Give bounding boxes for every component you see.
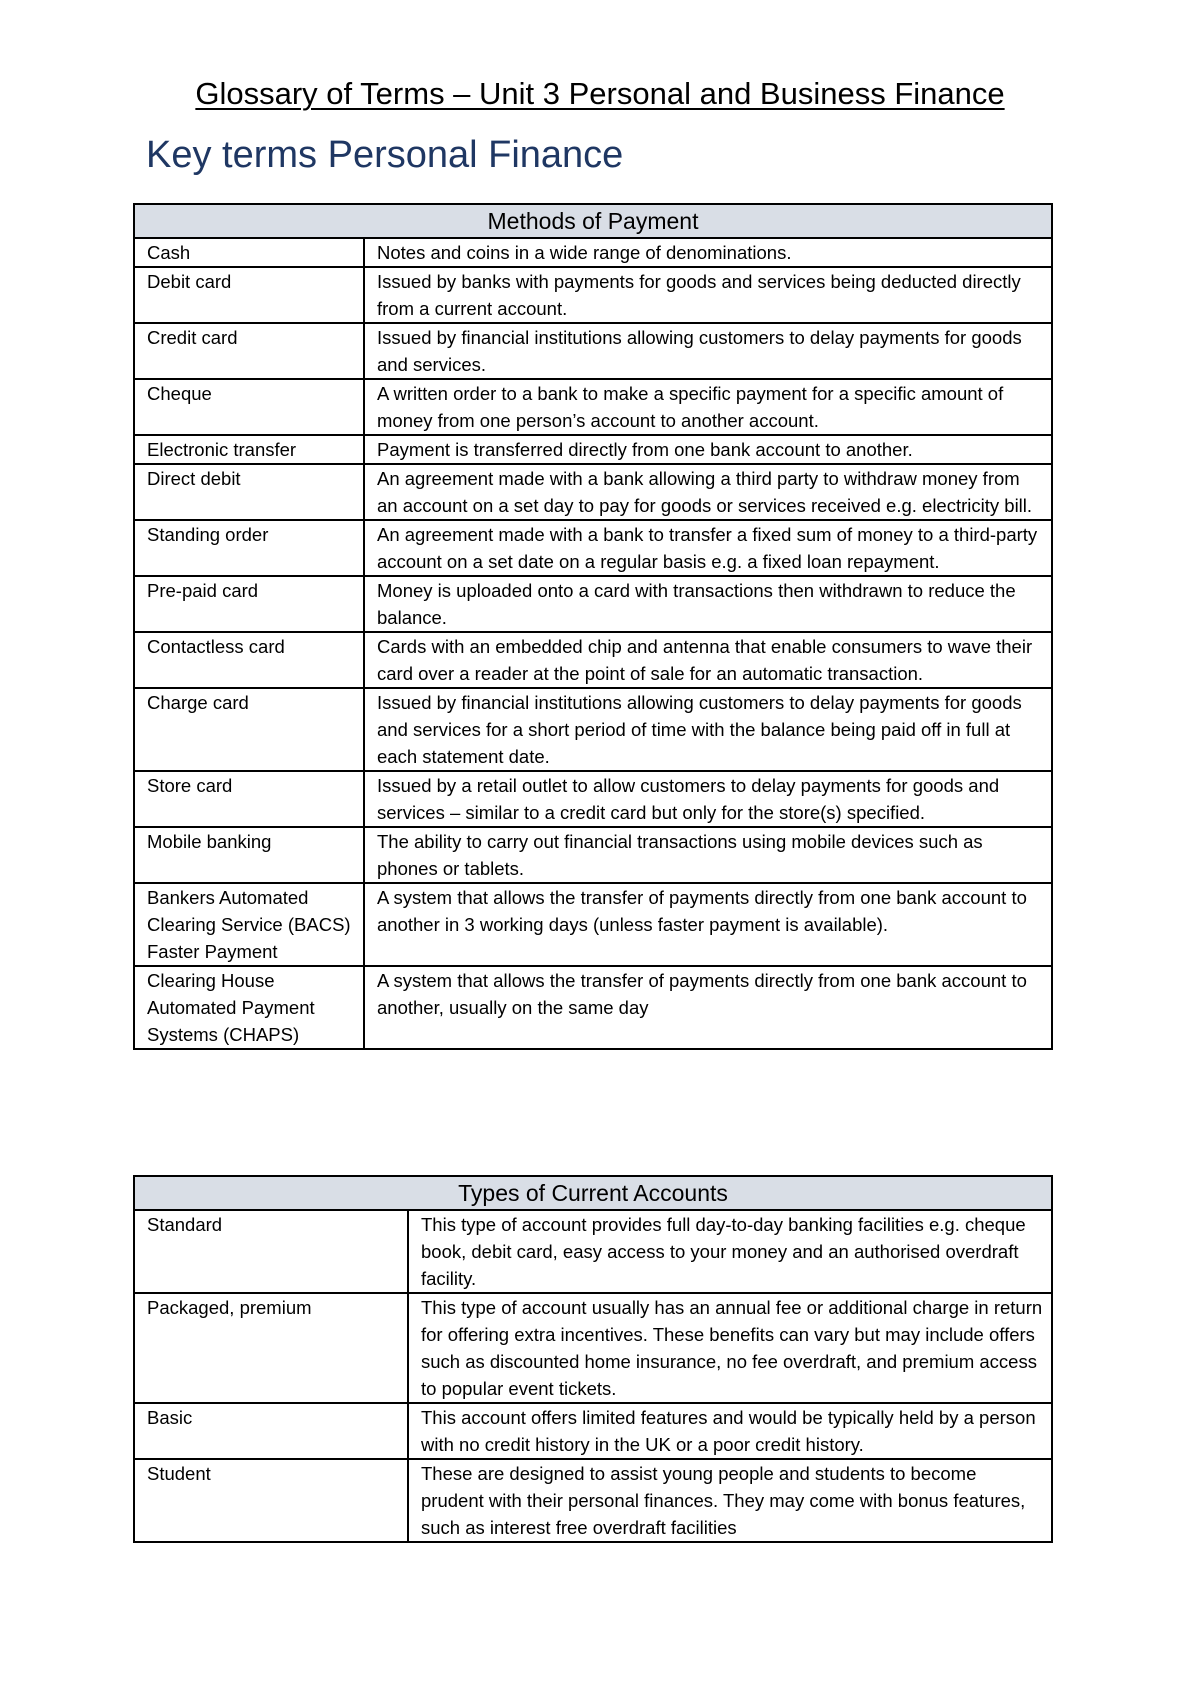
definition-cell: Issued by financial institutions allowing customers to delay payments for goods and services. [364,323,1052,379]
term-cell: Cash [134,238,364,267]
definition-cell: Issued by banks with payments for goods and services being deducted directly from a current account. [364,267,1052,323]
table-row [134,238,1052,267]
table-row [134,1403,1052,1459]
table-row [134,966,1052,1049]
definition-cell: This type of account provides full day-to-day banking facilities e.g. cheque book, debit card, easy access to your money and an authorised overdraft facility. [408,1210,1052,1293]
table-row [134,520,1052,576]
term-cell: Electronic transfer [134,435,364,464]
table-row [134,435,1052,464]
term-cell: Contactless card [134,632,364,688]
table-row [134,576,1052,632]
term-cell: Direct debit [134,464,364,520]
page-title: Glossary of Terms – Unit 3 Personal and Business Finance [195,76,1005,111]
table-row [134,1459,1052,1542]
table-row [134,464,1052,520]
term-cell: Bankers Automated Clearing Service (BACS) Faster Payment [134,883,364,966]
term-cell: Packaged, premium [134,1293,408,1403]
definition-cell: A written order to a bank to make a specific payment for a specific amount of money from one person’s account to another account. [364,379,1052,435]
table-row [134,632,1052,688]
table-heading: Types of Current Accounts [134,1176,1052,1210]
definition-cell: These are designed to assist young people and students to become prudent with their personal finances. They may come with bonus features, such as interest free overdraft facilities [408,1459,1052,1542]
table-row [134,688,1052,771]
table-row [134,1293,1052,1403]
definition-cell: A system that allows the transfer of payments directly from one bank account to another in 3 working days (unless faster payment is available). [364,883,1052,966]
definition-cell: This account offers limited features and would be typically held by a person with no credit history in the UK or a poor credit history. [408,1403,1052,1459]
definition-cell: Issued by a retail outlet to allow customers to delay payments for goods and services – similar to a credit card but only for the store(s) specified. [364,771,1052,827]
term-cell: Store card [134,771,364,827]
table-row [134,827,1052,883]
table-row [134,379,1052,435]
section-heading: Key terms Personal Finance [146,134,624,176]
term-cell: Cheque [134,379,364,435]
term-cell: Clearing House Automated Payment Systems (CHAPS) [134,966,364,1049]
table-row [134,267,1052,323]
table-row [134,883,1052,966]
term-cell: Mobile banking [134,827,364,883]
term-cell: Standing order [134,520,364,576]
definition-cell: An agreement made with a bank allowing a third party to withdraw money from an account on a set day to pay for goods or services received e.g. electricity bill. [364,464,1052,520]
term-cell: Basic [134,1403,408,1459]
definition-cell: An agreement made with a bank to transfer a fixed sum of money to a third-party account on a set date on a regular basis e.g. a fixed loan repayment. [364,520,1052,576]
table-row [134,323,1052,379]
definition-cell: The ability to carry out financial transactions using mobile devices such as phones or tablets. [364,827,1052,883]
methods-of-payment-table [133,203,1053,1050]
types-of-current-accounts-table [133,1175,1053,1543]
table-heading: Methods of Payment [134,204,1052,238]
definition-cell: This type of account usually has an annual fee or additional charge in return for offering extra incentives. These benefits can vary but may include offers such as discounted home insurance, no fee overdraft, and premium access to popular event tickets. [408,1293,1052,1403]
definition-cell: Money is uploaded onto a card with transactions then withdrawn to reduce the balance. [364,576,1052,632]
table-row [134,771,1052,827]
table-row [134,1210,1052,1293]
term-cell: Pre-paid card [134,576,364,632]
term-cell: Standard [134,1210,408,1293]
term-cell: Student [134,1459,408,1542]
definition-cell: Issued by financial institutions allowing customers to delay payments for goods and services for a short period of time with the balance being paid off in full at each statement date. [364,688,1052,771]
term-cell: Credit card [134,323,364,379]
definition-cell: A system that allows the transfer of payments directly from one bank account to another, usually on the same day [364,966,1052,1049]
definition-cell: Notes and coins in a wide range of denominations. [364,238,1052,267]
definition-cell: Cards with an embedded chip and antenna that enable consumers to wave their card over a reader at the point of sale for an automatic transaction. [364,632,1052,688]
term-cell: Charge card [134,688,364,771]
definition-cell: Payment is transferred directly from one bank account to another. [364,435,1052,464]
term-cell: Debit card [134,267,364,323]
